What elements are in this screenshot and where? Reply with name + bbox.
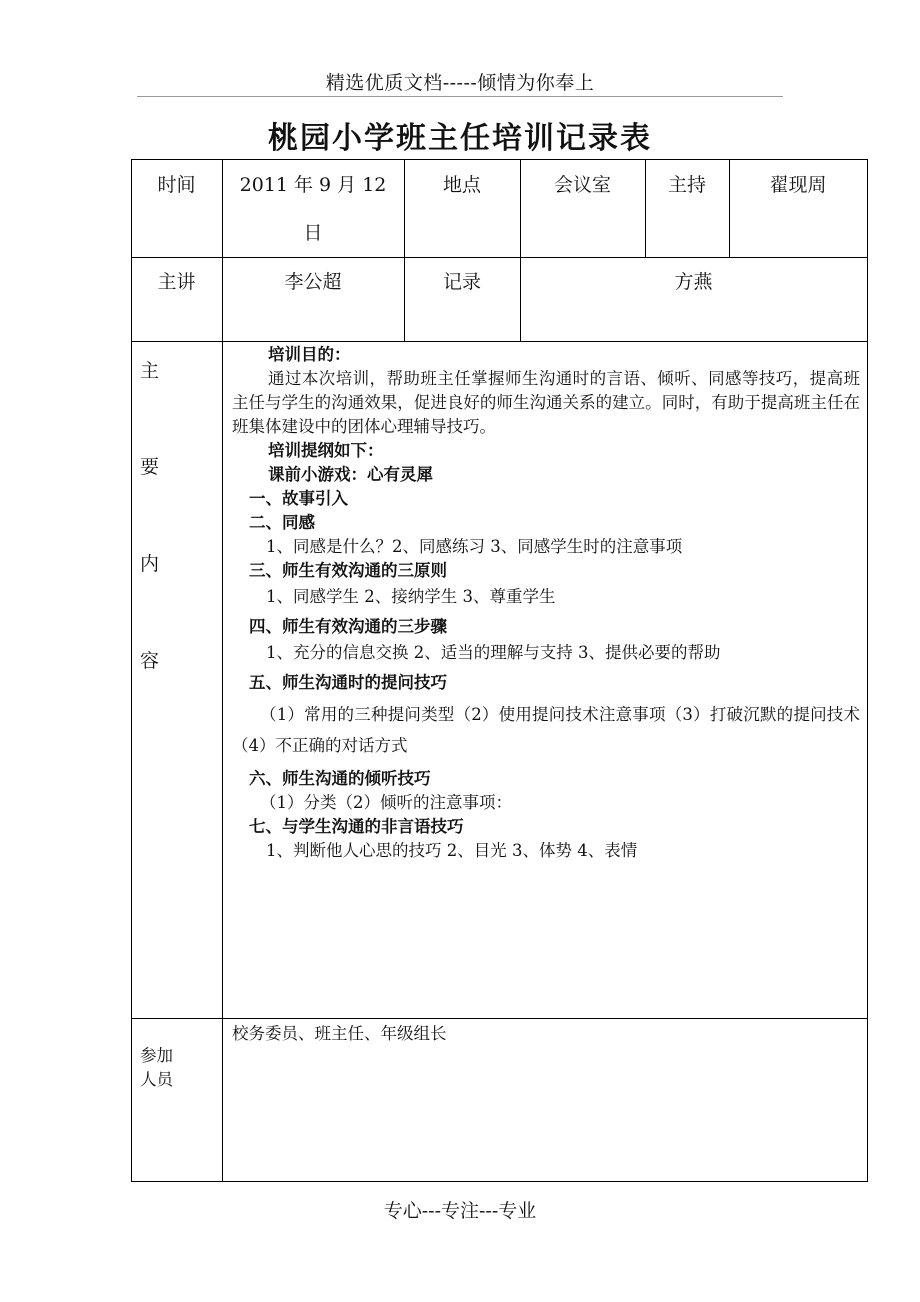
content-line: （1）常用的三种提问类型（2）使用提问技术注意事项（3）打破沉默的提问技术（4）不正确的对话方式 xyxy=(232,705,860,755)
col-divider-1 xyxy=(222,159,223,1181)
place-value: 会议室 xyxy=(553,174,611,196)
table-border-top xyxy=(131,159,868,160)
page-footer: 专心---专注---专业 xyxy=(383,1200,537,1222)
content-line: 培训提纲如下： xyxy=(268,441,384,460)
content-line: 六、师生沟通的倾听技巧 xyxy=(249,769,431,788)
main-content-body xyxy=(232,343,860,863)
content-line: 三、师生有效沟通的三原则 xyxy=(249,561,447,580)
content-line: 七、与学生沟通的非言语技巧 xyxy=(249,817,464,836)
time-value-line1: 2011 年 9 月 12 xyxy=(239,174,387,196)
main-content-label-char-2: 要 xyxy=(140,456,160,478)
row-divider-3 xyxy=(131,1018,868,1019)
main-content-label-char-1: 主 xyxy=(140,360,160,382)
content-line: 1、充分的信息交换 2、适当的理解与支持 3、提供必要的帮助 xyxy=(266,643,721,662)
table-border-left xyxy=(131,159,132,1181)
content-line: 1、判断他人心思的技巧 2、目光 3、体势 4、表情 xyxy=(266,841,638,860)
content-line: 1、同感是什么？2、同感练习 3、同感学生时的注意事项 xyxy=(266,537,683,556)
attendees-label-line1: 参加 xyxy=(140,1046,173,1065)
content-line: 一、故事引入 xyxy=(249,489,348,508)
recorder-label: 记录 xyxy=(442,271,481,293)
main-content-label-char-3: 内 xyxy=(140,553,160,575)
attendees-label-line2: 人员 xyxy=(140,1070,173,1089)
table-border-bottom xyxy=(131,1181,868,1182)
place-label: 地点 xyxy=(442,174,481,196)
time-value-line2: 日 xyxy=(303,222,323,244)
content-line: 课前小游戏：心有灵犀 xyxy=(268,465,433,484)
page-title: 桃园小学班主任培训记录表 xyxy=(268,121,652,156)
time-label: 时间 xyxy=(157,174,196,196)
main-content-label-char-4: 容 xyxy=(140,650,160,672)
attendees-value: 校务委员、班主任、年级组长 xyxy=(232,1024,447,1043)
header-text: 精选优质文档-----倾情为你奉上 xyxy=(325,72,595,94)
speaker-label: 主讲 xyxy=(157,271,196,293)
host-value: 翟现周 xyxy=(769,174,827,196)
content-line: 1、同感学生 2、接纳学生 3、尊重学生 xyxy=(266,587,556,606)
table-border-right xyxy=(867,159,868,1181)
content-line: 二、同感 xyxy=(249,513,315,532)
recorder-value: 方燕 xyxy=(674,271,713,293)
content-line: 五、师生沟通时的提问技巧 xyxy=(249,673,447,692)
speaker-value: 李公超 xyxy=(284,271,342,293)
content-line: 通过本次培训，帮助班主任掌握师生沟通时的言语、倾听、同感等技巧，提高班主任与学生的沟通效果，促进良好的师生沟通关系的建立。同时，有助于提高班主任在班集体建设中的团体心理辅导技巧。 xyxy=(232,369,860,436)
row-divider-2 xyxy=(131,341,868,342)
content-line: 四、师生有效沟通的三步骤 xyxy=(249,617,447,636)
content-line: （1）分类（2）倾听的注意事项： xyxy=(260,793,512,812)
host-label: 主持 xyxy=(667,174,706,196)
attendees-label xyxy=(140,1044,173,1092)
content-line: 培训目的： xyxy=(268,345,351,364)
